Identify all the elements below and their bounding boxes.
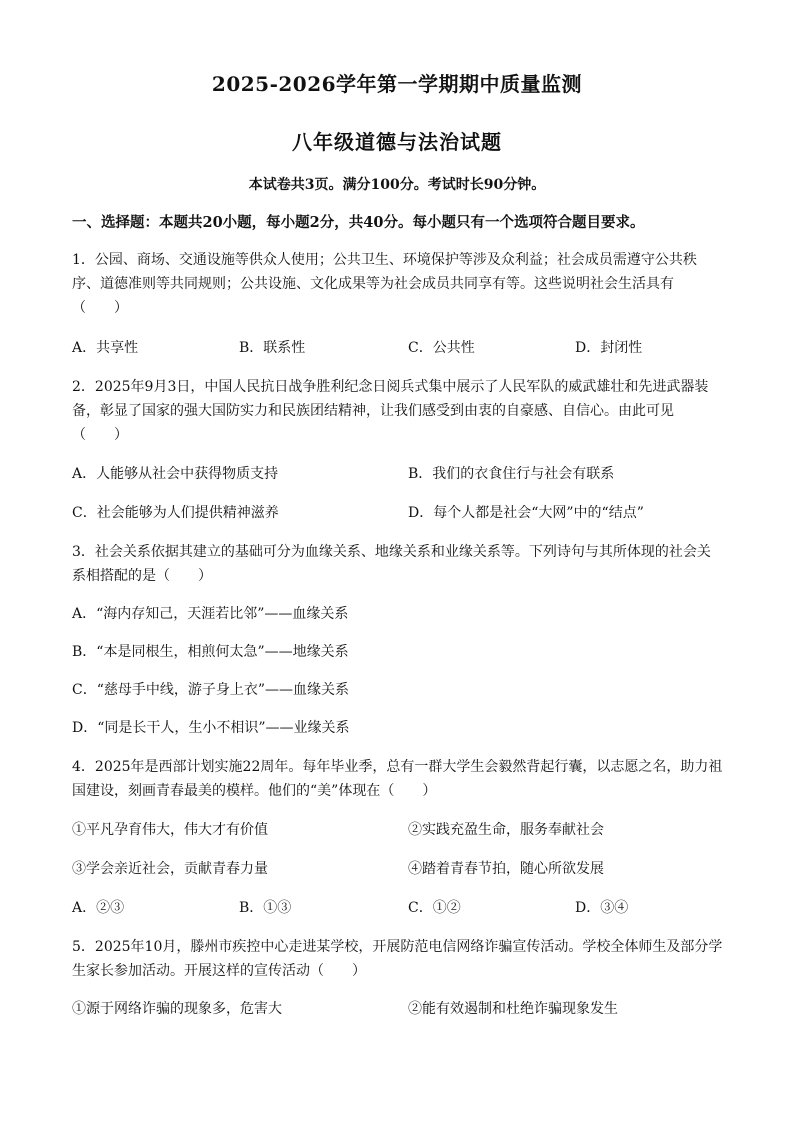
question-3-line-2: 系相搭配的是（ ） [72,568,212,584]
question-1-option-b: B．联系性 [239,340,306,356]
question-1-option-d: D．封闭性 [575,340,643,356]
question-3-option-c: C．“慈母手中线，游子身上衣”——血缘关系 [72,682,350,698]
question-2-option-c: C．社会能够为人们提供精神滋养 [72,505,279,521]
question-5-item-1: ①源于网络诈骗的现象多，危害大 [72,1001,282,1017]
question-4-item-4: ④踏着青春节拍，随心所欲发展 [408,861,604,877]
exam-info: 本试卷共3页。满分100分。考试时长90分钟。 [248,177,546,193]
question-2-option-d: D．每个人都是社会“大网”中的“结点” [408,505,644,521]
question-2-line-1: 2．2025年9月3日，中国人民抗日战争胜利纪念日阅兵式集中展示了人民军队的威武雄壮和先进武器装 [72,379,709,395]
question-2-option-b: B．我们的衣食住行与社会有联系 [408,466,615,482]
question-2-line-3: （ ） [72,427,128,443]
section-heading: 一、选择题：本题共20小题，每小题2分，共40分。每小题只有一个选项符合题目要求。 [72,214,645,231]
question-2-option-a: A．人能够从社会中获得物质支持 [72,466,279,482]
question-1-line-3: （ ） [72,300,128,316]
question-2-line-2: 备，彰显了国家的强大国防实力和民族团结精神，让我们感受到由衷的自豪感、自信心。由此可见 [72,403,674,419]
question-5-line-1: 5．2025年10月，滕州市疾控中心走进某学校，开展防范电信网络诈骗宣传活动。学校全体师生及部分学 [72,939,723,955]
question-1-line-2: 序、道德准则等共同规则；公共设施、文化成果等为社会成员共同享有等。这些说明社会生活具有 [72,276,674,292]
question-3-line-1: 3．社会关系依据其建立的基础可分为血缘关系、地缘关系和业缘关系等。下列诗句与其所体现的社会关 [72,544,711,560]
question-4-line-2: 国建设，刻画青春最美的模样。他们的“美”体现在（ ） [72,783,437,799]
question-3-option-d: D．“同是长干人，生小不相识”——业缘关系 [72,720,350,736]
exam-title: 2025-2026学年第一学期期中质量监测 [211,72,583,96]
question-4-option-c: C．①② [408,900,461,916]
question-4-item-2: ②实践充盈生命，服务奉献社会 [408,822,604,838]
question-5-line-2: 生家长参加活动。开展这样的宣传活动（ ） [72,963,366,979]
question-1-option-c: C．公共性 [408,340,475,356]
question-1-option-a: A．共享性 [72,340,139,356]
question-4-option-b: B．①③ [239,900,292,916]
subject-title: 八年级道德与法治试题 [292,130,502,154]
question-1-line-1: 1．公园、商场、交通设施等供众人使用；公共卫生、环境保护等涉及众利益；社会成员需遵守公共秩 [72,252,697,268]
question-4-item-1: ①平凡孕育伟大，伟大才有价值 [72,822,268,838]
question-3-option-a: A．“海内存知己，天涯若比邻”——血缘关系 [72,606,349,622]
question-3-option-b: B．“本是同根生，相煎何太急”——地缘关系 [72,644,349,660]
question-4-item-3: ③学会亲近社会，贡献青春力量 [72,861,268,877]
question-4-line-1: 4．2025年是西部计划实施22周年。每年毕业季，总有一群大学生会毅然背起行囊，以志愿之名，助力祖 [72,759,723,775]
question-4-option-a: A．②③ [72,900,125,916]
question-5-item-2: ②能有效遏制和杜绝诈骗现象发生 [408,1001,618,1017]
question-4-option-d: D．③④ [575,900,629,916]
